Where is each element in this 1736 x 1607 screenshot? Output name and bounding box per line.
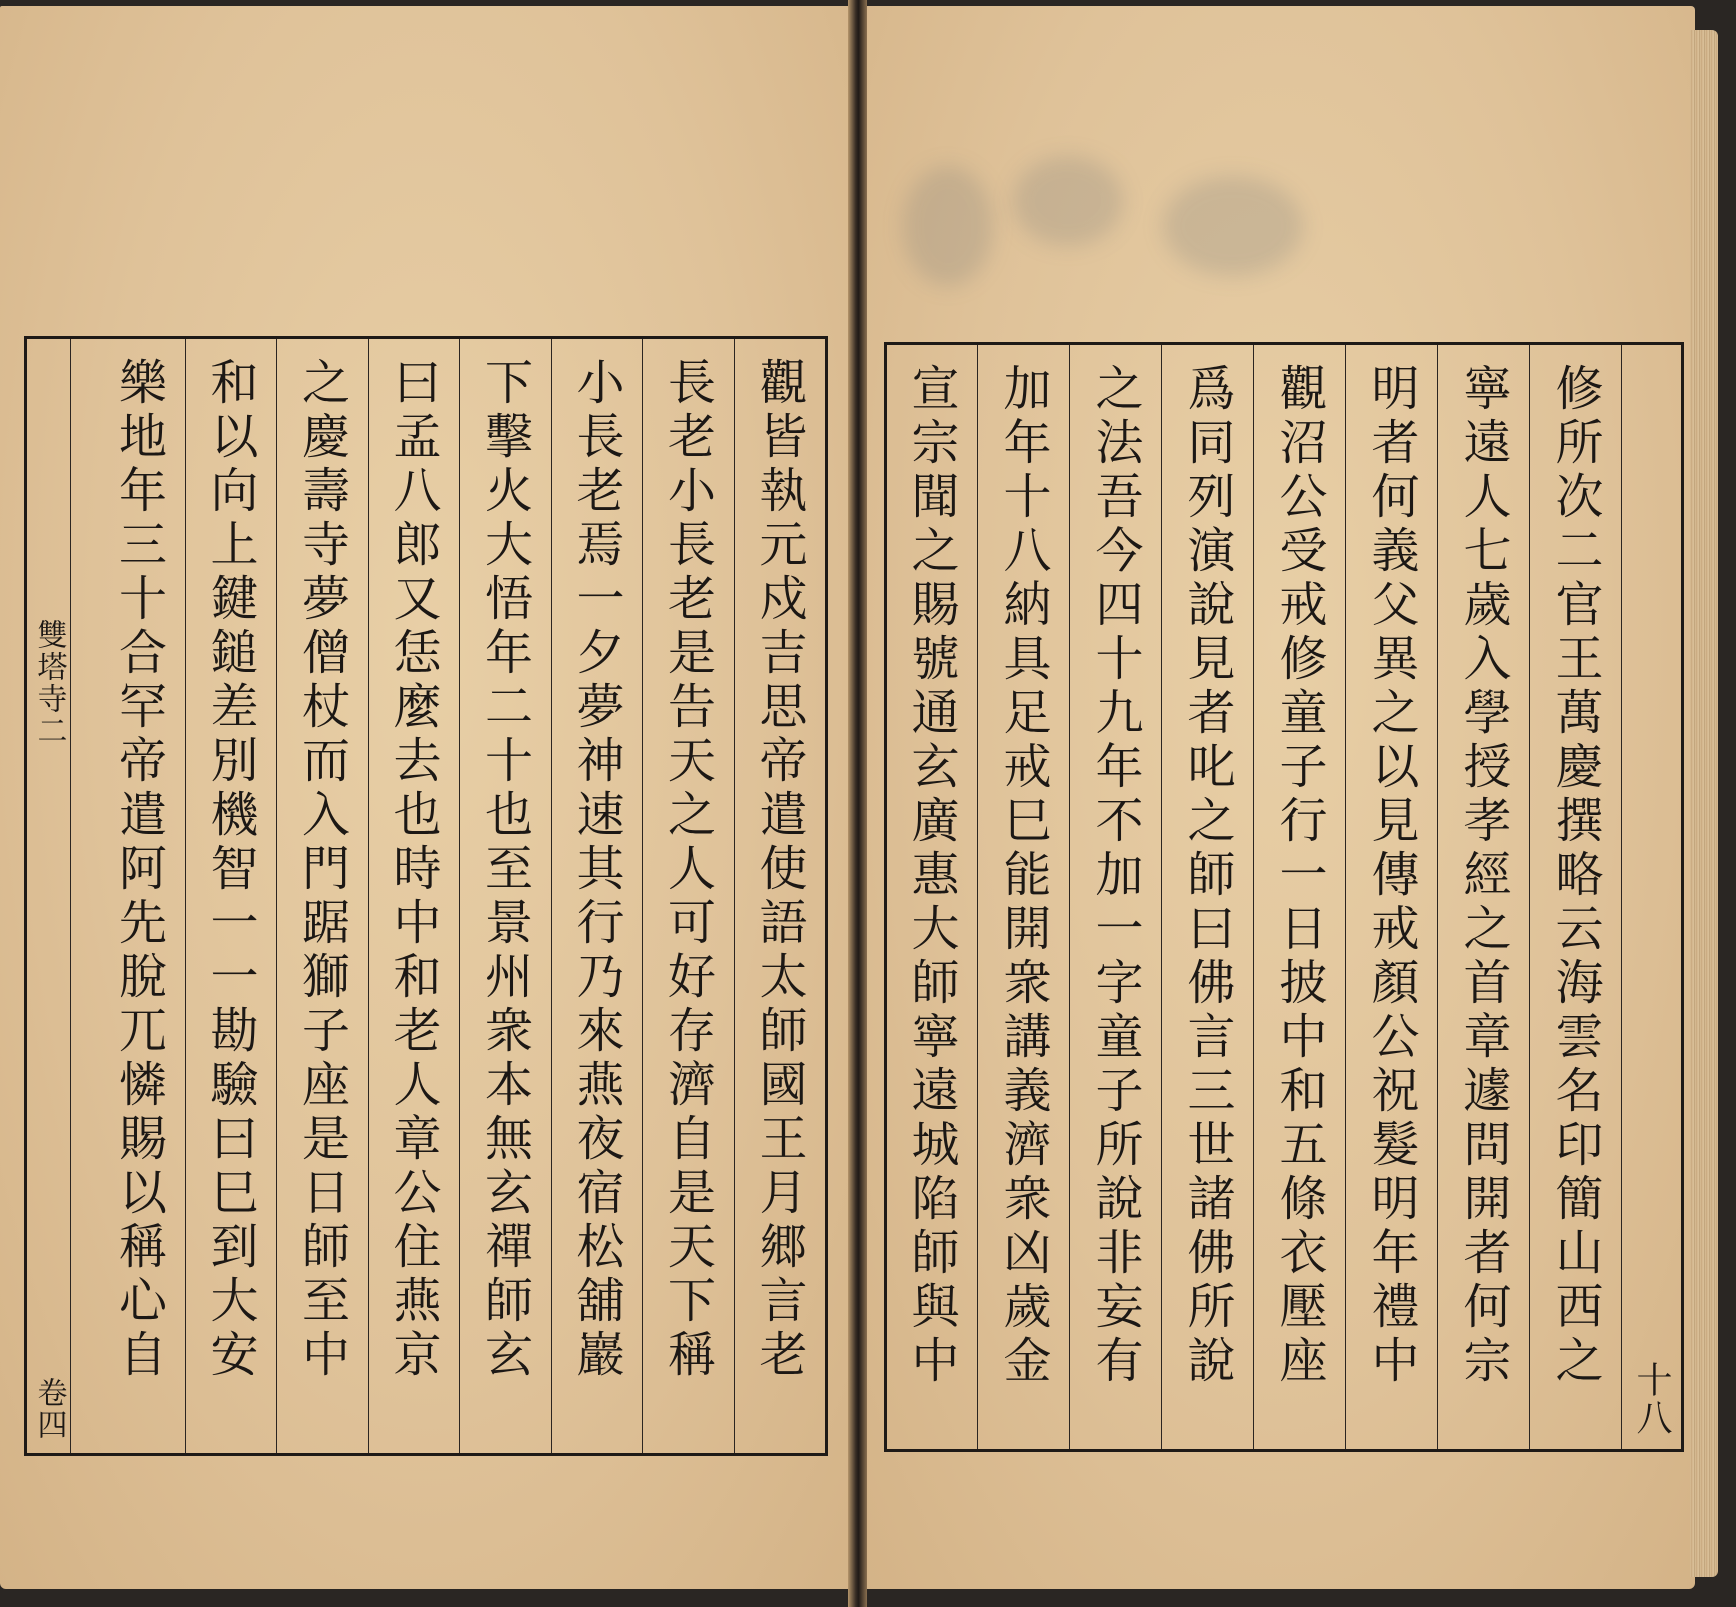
left-text-frame bbox=[24, 336, 828, 1456]
text-column: 長老小長老是告天之人可好存濟自是天下稱 bbox=[642, 339, 734, 1453]
text-column: 加年十八納具足戒巳能開衆講義濟衆凶歲金 bbox=[977, 345, 1069, 1449]
text-column: 爲同列演說見者叱之師曰佛言三世諸佛所說 bbox=[1161, 345, 1253, 1449]
banxin-volume: 卷四 bbox=[31, 1377, 67, 1441]
right-text-columns bbox=[887, 345, 1621, 1449]
right-banxin bbox=[1621, 345, 1681, 1449]
banxin-page-number: 十八 bbox=[1631, 1361, 1672, 1437]
left-banxin bbox=[27, 339, 71, 1453]
left-text-columns bbox=[71, 339, 825, 1453]
text-column: 小長老焉一夕夢神速其行乃來燕夜宿松舖巖 bbox=[551, 339, 643, 1453]
text-column: 樂地年三十合罕帝遣阿先脫兀憐賜以稱心自 bbox=[110, 357, 167, 1383]
text-column: 和以向上鍵鎚差別機智一一勘驗曰巳到大安 bbox=[185, 339, 277, 1453]
text-column: 觀沼公受戒修童子行一日披中和五條衣壓座 bbox=[1253, 345, 1345, 1449]
right-text-frame bbox=[884, 342, 1684, 1452]
text-column: 寧遠人七歲入學授孝經之首章遽問開者何宗 bbox=[1437, 345, 1529, 1449]
text-column: 之慶壽寺夢僧杖而入門踞獅子座是日師至中 bbox=[276, 339, 368, 1453]
text-column: 下擊火大悟年二十也至景州衆本無玄禪師玄 bbox=[459, 339, 551, 1453]
text-column: 曰孟八郎又恁麼去也時中和老人章公住燕京 bbox=[368, 339, 460, 1453]
text-column: 觀皆執元戍吉思帝遣使語太師國王月郷言老 bbox=[734, 339, 826, 1453]
book-gutter bbox=[848, 0, 867, 1607]
text-column: 宣宗聞之賜號通玄廣惠大師寧遠城陷師與中 bbox=[903, 363, 959, 1389]
text-column: 明者何義父異之以見傳戒顏公祝髮明年禮中 bbox=[1345, 345, 1437, 1449]
page-edges bbox=[1690, 30, 1718, 1577]
text-column: 修所次二官王萬慶撰略云海雲名印簡山西之 bbox=[1529, 345, 1621, 1449]
text-column: 之法吾今四十九年不加一字童子所說非妄有 bbox=[1069, 345, 1161, 1449]
banxin-title: 雙塔寺二 bbox=[31, 619, 67, 747]
